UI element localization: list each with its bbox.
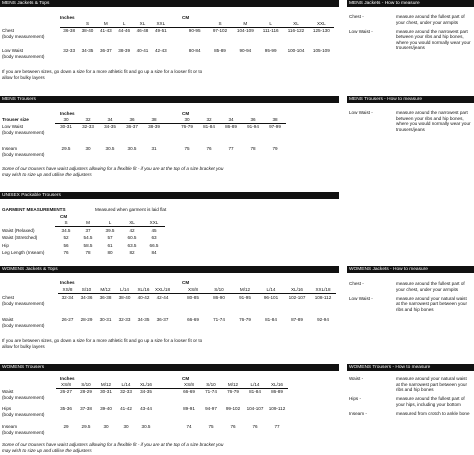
womens-trousers-unit-inches: Inches — [60, 376, 75, 381]
mens-trousers-inseam-label: Inseam (body measurement) — [2, 146, 45, 157]
womens-trousers-hips-cm: 89-91 94-97 99-102 104-107 109-112 — [183, 406, 286, 411]
mens-jackets-size-header-in: S M L XL XXL — [85, 21, 166, 26]
unisex-garment-note: Measured when garment is laid flat — [95, 207, 167, 212]
womens-trousers-hips-in: 35-36 37-38 39-40 41-42 43-44 — [60, 406, 152, 411]
womens-trousers-unit-cm: CM — [182, 376, 190, 381]
list-item: Low Waist - measure around the narrowest part between your ribs and hip bones, where you would normally wear your trousers/jeans — [349, 28, 471, 50]
mens-jackets-header: MENS Jackets & Tops — [0, 0, 339, 7]
womens-jackets-chest-label: Chest (body measurement) — [2, 295, 45, 306]
mens-jackets-rule — [60, 27, 334, 28]
womens-trousers-how-list — [349, 376, 471, 420]
mens-jackets-unit-cm: CM — [182, 15, 190, 20]
womens-trousers-waist-in: 26-27 28-29 30-31 32-33 34-35 — [60, 389, 152, 394]
mens-jackets-lowwaist-cm: 80-84 85-89 90-94 95-99 100-104 105-109 — [188, 48, 330, 53]
womens-jackets-how-header: WOMENS Jackets - How to measure — [347, 266, 474, 273]
list-item: Hips - measure around the fullest part of your hips, including your bottom — [349, 396, 465, 407]
list-item: Low Waist - measure around your natural waist at the narrowest part between your ribs and hip bones — [349, 295, 467, 312]
mens-trousers-unit-cm: CM — [182, 111, 190, 116]
unisex-row-values: 34.5 37 39.5 42 45 52 54.5 57 60.5 63 56 58.5 61 63.5 66.5 76 78 80 82 84 — [61, 228, 159, 256]
unisex-header: UNISEX Packable Trousers — [0, 192, 339, 199]
womens-jackets-rule — [58, 293, 336, 294]
list-item: Inseam - measured from crotch to ankle bone — [349, 410, 470, 416]
unisex-size-header: S M L XL XXL — [64, 220, 159, 225]
womens-jackets-unit-inches: Inches — [60, 280, 75, 285]
womens-jackets-waist-label: Waist (body measurement) — [2, 317, 45, 328]
mens-trousers-size-label: Trouser size — [2, 117, 29, 122]
list-item: Waist - measure around your natural waist at the narrowest part between your ribs and hip bones — [349, 376, 467, 392]
list-item: Low Waist - measure around the narrowest part between your ribs and hip bones, where you would normally wear your trousers/jeans — [349, 110, 471, 132]
womens-trousers-inseam-cm: 74 75 76 76 77 — [186, 424, 280, 429]
womens-jackets-chest-cm: 80-85 86-90 91-95 96-101 102-107 108-112 — [187, 295, 332, 300]
mens-jackets-chest-cm: 90-95 97-102 104-109 111-116 116-122 125-130 — [188, 28, 330, 33]
womens-trousers-header: WOMENS Trousers — [0, 364, 339, 371]
mens-trousers-note: Some of our trousers have waist adjusters allowing for a flexible fit - if you are at the top of a size bracket you may wish to size up and utilise the adjusters — [2, 166, 224, 177]
mens-jackets-how-header: MENS Jackets - How to measure — [347, 0, 474, 7]
womens-jackets-unit-cm: CM — [182, 280, 190, 285]
mens-jackets-lowwaist-in: 32-33 34-35 36-37 38-39 40-41 42-43 — [63, 48, 167, 53]
mens-jackets-size-header-cm: S M L XL XXL — [218, 21, 326, 26]
unisex-row-labels: Waist (Relaxed) Waist (Stretched) Hip Leg Length (Inseam) — [2, 228, 45, 256]
womens-jackets-chest-in: 32-34 34-36 36-38 38-40 40-42 42-44 — [61, 295, 169, 300]
womens-trousers-size-header-cm: XS/8 S/10 M/12 L/14 XL/16 — [184, 382, 283, 387]
mens-trousers-lowwaist-label: Low Waist (body measurement) — [2, 124, 45, 135]
mens-trousers-header: MENS Trousers — [0, 96, 339, 103]
womens-jackets-how-list — [349, 281, 471, 316]
mens-jackets-chest-in: 36-38 38-40 41-43 44-46 46-48 49-51 — [63, 28, 167, 33]
womens-jackets-note: If you are between sizes, go down a size for a more athletic fit and go up a size for a looser fit or to allow for bulky layers — [2, 338, 203, 349]
list-item: Chest - measure around the fullest part of your chest, under your armpits — [349, 281, 465, 292]
womens-jackets-waist-in: 26-27 28-29 30-31 32-33 34-35 36-37 — [61, 317, 169, 322]
womens-jackets-size-header-in: XS/8 S/10 M/12 L/14 XL/16 XXL/18 — [62, 287, 171, 292]
womens-trousers-waist-label: Waist (body measurement) — [2, 389, 45, 400]
womens-trousers-inseam-label: Inseam (body measurement) — [2, 424, 45, 435]
womens-trousers-waist-cm: 66-69 71-74 76-79 81-84 86-89 — [183, 389, 283, 394]
mens-jackets-unit-inches: Inches — [60, 15, 75, 20]
mens-jackets-how-list — [349, 14, 471, 54]
womens-trousers-inseam-in: 29 29.5 30 30 30.5 — [63, 424, 151, 429]
mens-jackets-chest-label: Chest (body measurement) — [2, 28, 45, 39]
mens-trousers-inseam-in: 29.5 30 30.5 30.5 31 — [61, 146, 157, 151]
womens-trousers-hips-label: Hips (body measurement) — [2, 406, 45, 417]
womens-jackets-waist-cm: 66-69 71-74 76-79 81-84 87-89 92-94 — [187, 317, 329, 322]
womens-trousers-note: Some of our trousers have waist adjusters allowing for a flexible fit - if you are at the top of a size bracket you may wish to size up and utilise the adjusters — [2, 442, 224, 453]
mens-jackets-note: If you are between sizes, go down a size for a more athletic fit and go up a size for a looser fit or to allow for bulky layers — [2, 69, 203, 80]
mens-trousers-size-header-cm: 30 32 34 36 38 — [184, 117, 278, 122]
womens-jackets-size-header-cm: XS/8 S/10 M/12 L/14 XL/16 XXL/18 — [188, 287, 331, 292]
mens-trousers-lowwaist-cm: 76-79 81-84 86-89 91-94 97-99 — [181, 124, 281, 129]
mens-trousers-how-header: MENS Trousers - How to measure — [347, 96, 474, 103]
list-item: Chest - measure around the fullest part of your chest, under your armpits — [349, 14, 465, 25]
mens-trousers-unit-inches: Inches — [60, 111, 75, 116]
mens-trousers-size-header-in: 30 32 34 36 38 — [63, 117, 157, 122]
mens-trousers-lowwaist-in: 30-31 32-33 34-35 36-37 38-39 — [60, 124, 160, 129]
womens-trousers-size-header-in: XS/8 S/10 M/12 L/14 XL/16 — [61, 382, 152, 387]
unisex-unit-cm: CM — [60, 214, 68, 219]
unisex-garment-label: GARMENT MEASUREMENTS — [2, 207, 66, 212]
womens-trousers-how-header: WOMENS Trousers - How to measure — [347, 364, 474, 371]
mens-trousers-how-list — [349, 110, 471, 136]
mens-jackets-lowwaist-label: Low Waist (body measurement) — [2, 48, 45, 59]
mens-trousers-inseam-cm: 75 76 77 78 79 — [184, 146, 278, 151]
womens-jackets-header: WOMENS Jackets & Tops — [0, 266, 339, 273]
